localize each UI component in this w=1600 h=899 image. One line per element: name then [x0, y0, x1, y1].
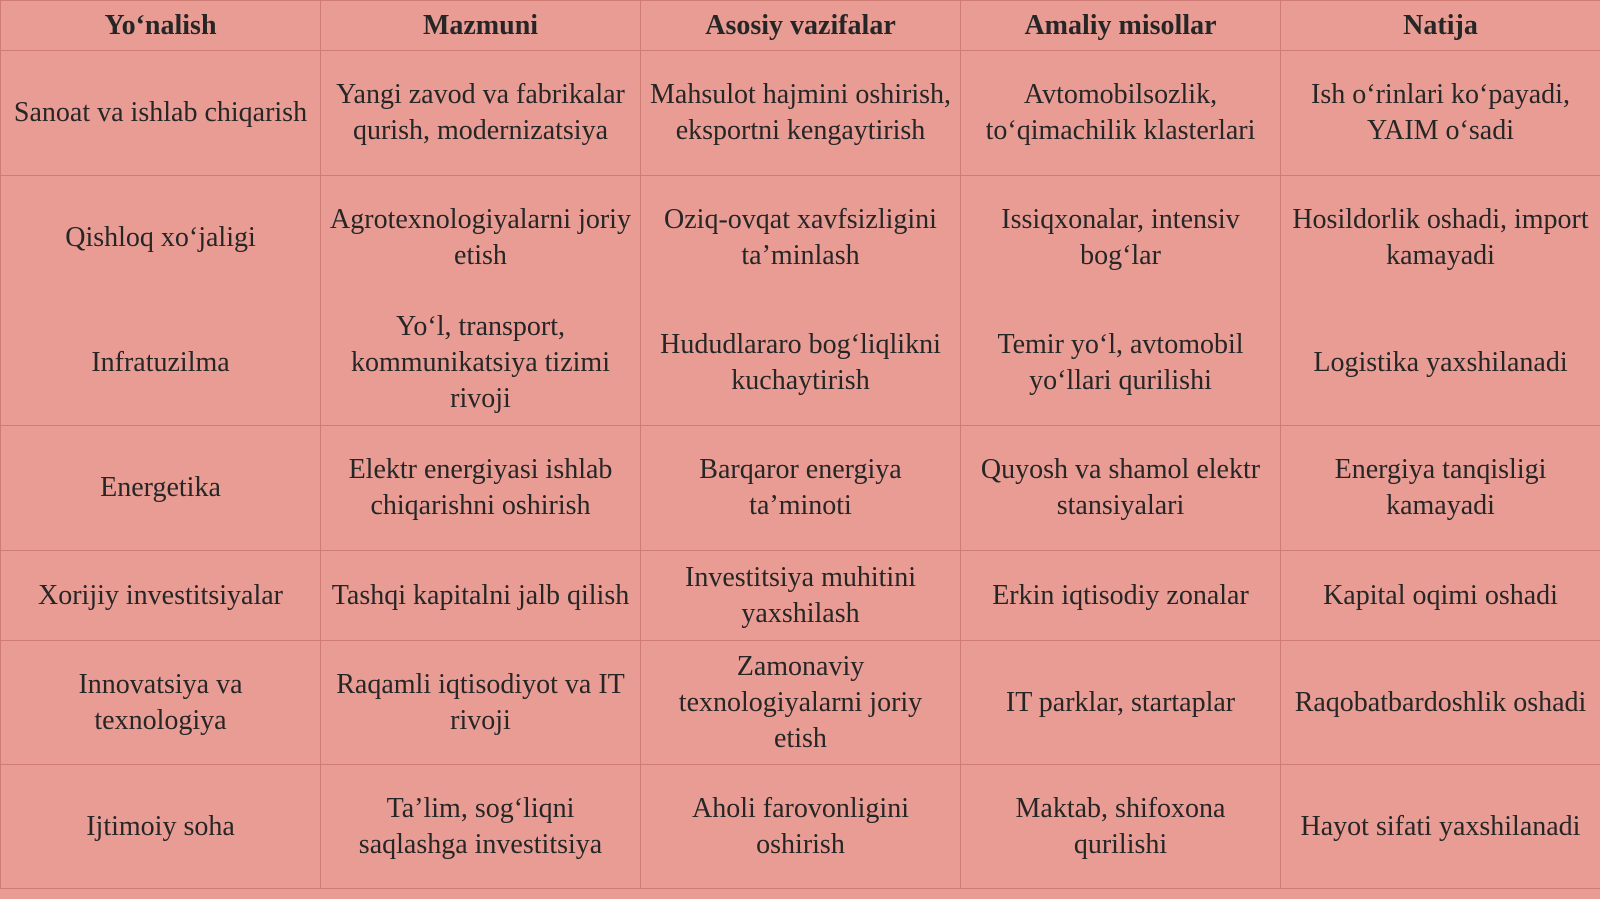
header-direction: Yo‘nalish	[1, 1, 321, 51]
table-row	[1, 51, 1600, 176]
cell-practical-examples: Issiqxonalar, intensiv bog‘lar	[961, 176, 1281, 301]
header-practical-examples: Amaliy misollar	[961, 1, 1281, 51]
header-main-tasks: Asosiy vazifalar	[641, 1, 961, 51]
cell-direction: Qishloq xo‘jaligi	[1, 176, 321, 301]
cell-main-tasks: Hududlararo bog‘liqlikni kuchaytirish	[641, 301, 961, 426]
cell-practical-examples: Avtomobilsozlik, to‘qimachilik klasterlari	[961, 51, 1281, 176]
header-row	[1, 1, 1600, 51]
cell-main-tasks: Investitsiya muhitini yaxshilash	[641, 551, 961, 641]
cell-practical-examples: Quyosh va shamol elektr stansiyalari	[961, 426, 1281, 551]
cell-direction: Sanoat va ishlab chiqarish	[1, 51, 321, 176]
table-row	[1, 641, 1600, 765]
cell-content: Agrotexnologiyalarni joriy etish	[321, 176, 641, 301]
cell-content: Tashqi kapitalni jalb qilish	[321, 551, 641, 641]
table-row	[1, 551, 1600, 641]
cell-main-tasks: Zamonaviy texnologiyalarni joriy etish	[641, 641, 961, 765]
table-row	[1, 765, 1600, 889]
cell-result: Raqobatbardoshlik oshadi	[1281, 641, 1600, 765]
cell-result: Ish o‘rinlari ko‘payadi, YAIM o‘sadi	[1281, 51, 1600, 176]
cell-result: Logistika yaxshilanadi	[1281, 301, 1600, 426]
cell-direction: Xorijiy investitsiyalar	[1, 551, 321, 641]
cell-content: Yo‘l, transport, kommunikatsiya tizimi rivoji	[321, 301, 641, 426]
cell-direction: Infratuzilma	[1, 301, 321, 426]
cell-result: Kapital oqimi oshadi	[1281, 551, 1600, 641]
table-row	[1, 426, 1600, 551]
cell-direction: Ijtimoiy soha	[1, 765, 321, 889]
cell-result: Hayot sifati yaxshilanadi	[1281, 765, 1600, 889]
header-content: Mazmuni	[321, 1, 641, 51]
cell-main-tasks: Oziq-ovqat xavfsizligini ta’minlash	[641, 176, 961, 301]
table-header	[1, 1, 1600, 51]
cell-main-tasks: Barqaror energiya ta’minoti	[641, 426, 961, 551]
table-body	[1, 51, 1600, 889]
cell-direction: Energetika	[1, 426, 321, 551]
cell-practical-examples: IT parklar, startaplar	[961, 641, 1281, 765]
cell-main-tasks: Aholi farovonligini oshirish	[641, 765, 961, 889]
cell-content: Ta’lim, sog‘liqni saqlashga investitsiya	[321, 765, 641, 889]
cell-practical-examples: Erkin iqtisodiy zonalar	[961, 551, 1281, 641]
table-row	[1, 176, 1600, 301]
cell-main-tasks: Mahsulot hajmini oshirish, eksportni kengaytirish	[641, 51, 961, 176]
cell-result: Energiya tanqisligi kamayadi	[1281, 426, 1600, 551]
cell-practical-examples: Maktab, shifoxona qurilishi	[961, 765, 1281, 889]
cell-practical-examples: Temir yo‘l, avtomobil yo‘llari qurilishi	[961, 301, 1281, 426]
cell-content: Raqamli iqtisodiyot va IT rivoji	[321, 641, 641, 765]
cell-result: Hosildorlik oshadi, import kamayadi	[1281, 176, 1600, 301]
cell-content: Elektr energiyasi ishlab chiqarishni oshirish	[321, 426, 641, 551]
table-row	[1, 301, 1600, 426]
header-result: Natija	[1281, 1, 1600, 51]
cell-content: Yangi zavod va fabrikalar qurish, modernizatsiya	[321, 51, 641, 176]
cell-direction: Innovatsiya va texnologiya	[1, 641, 321, 765]
